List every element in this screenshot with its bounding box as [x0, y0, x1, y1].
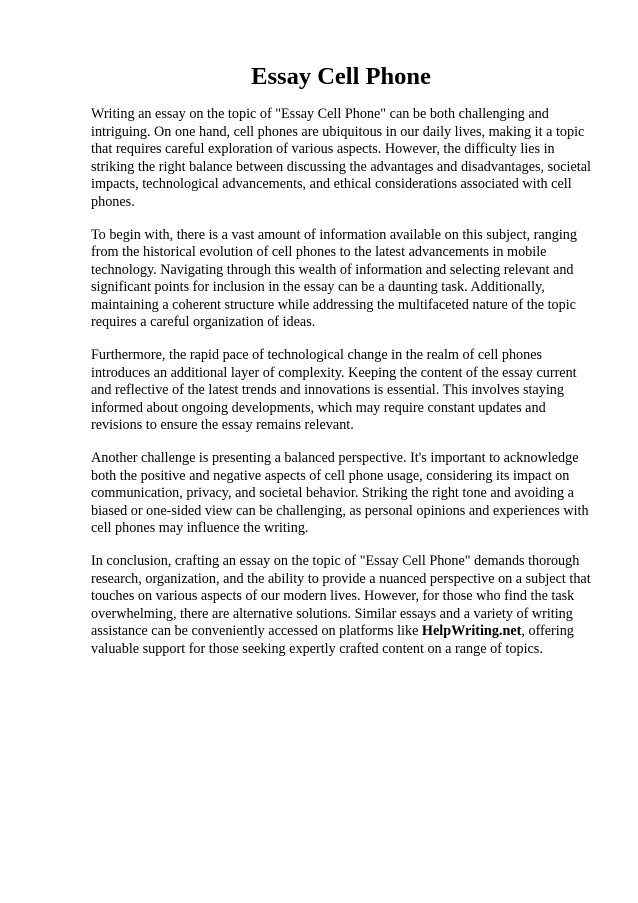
document-title: Essay Cell Phone	[251, 63, 431, 90]
conclusion-text-after-link: , offering valuable support for those seeking expertly crafted content on a range of topics.	[91, 623, 574, 657]
paragraph-technology-pace: Furthermore, the rapid pace of technological change in the realm of cell phones introduces an additional layer of complexity. Keeping the content of the essay current and reflective of the latest trends and innovations is essential. This involves staying informed about ongoing developments, which may require constant updates and revisions to ensure the essay remains relevant.	[91, 347, 577, 433]
paragraph-balanced-perspective: Another challenge is presenting a balanced perspective. It's important to acknowledge both the positive and negative aspects of cell phone usage, considering its impact on communication, privacy, and societal behavior. Striking the right tone and avoiding a biased or one-sided view can be challenging, as personal opinions and experiences with cell phones may influence the writing.	[91, 450, 589, 536]
conclusion-text-before-link: In conclusion, crafting an essay on the topic of "Essay Cell Phone" demands thorough research, organization, and the ability to provide a nuanced perspective on a subject that touches on various aspects of our modern lives. However, for those who find the task overwhelming, there are alternative solutions. Similar essays and a variety of writing assistance can be conveniently accessed on platforms like	[91, 553, 591, 639]
helpwriting-link[interactable]: HelpWriting.net	[421, 623, 522, 639]
document-body	[91, 62, 591, 674]
paragraph-intro: Writing an essay on the topic of "Essay Cell Phone" can be both challenging and intriguing. On one hand, cell phones are ubiquitous in our daily lives, making it a topic that requires careful exploration of various aspects. However, the difficulty lies in striking the right balance between discussing the advantages and disadvantages, societal impacts, technological advancements, and ethical considerations associated with cell phones.	[91, 106, 591, 210]
paragraph-conclusion	[91, 553, 591, 658]
paragraph-information: To begin with, there is a vast amount of information available on this subject, ranging from the historical evolution of cell phones to the latest advancements in mobile technology. Navigating through this wealth of information and selecting relevant and significant points for inclusion in the essay can be a daunting task. Additionally, maintaining a coherent structure while addressing the multifaceted nature of the topic requires a careful organization of ideas.	[91, 226, 577, 330]
